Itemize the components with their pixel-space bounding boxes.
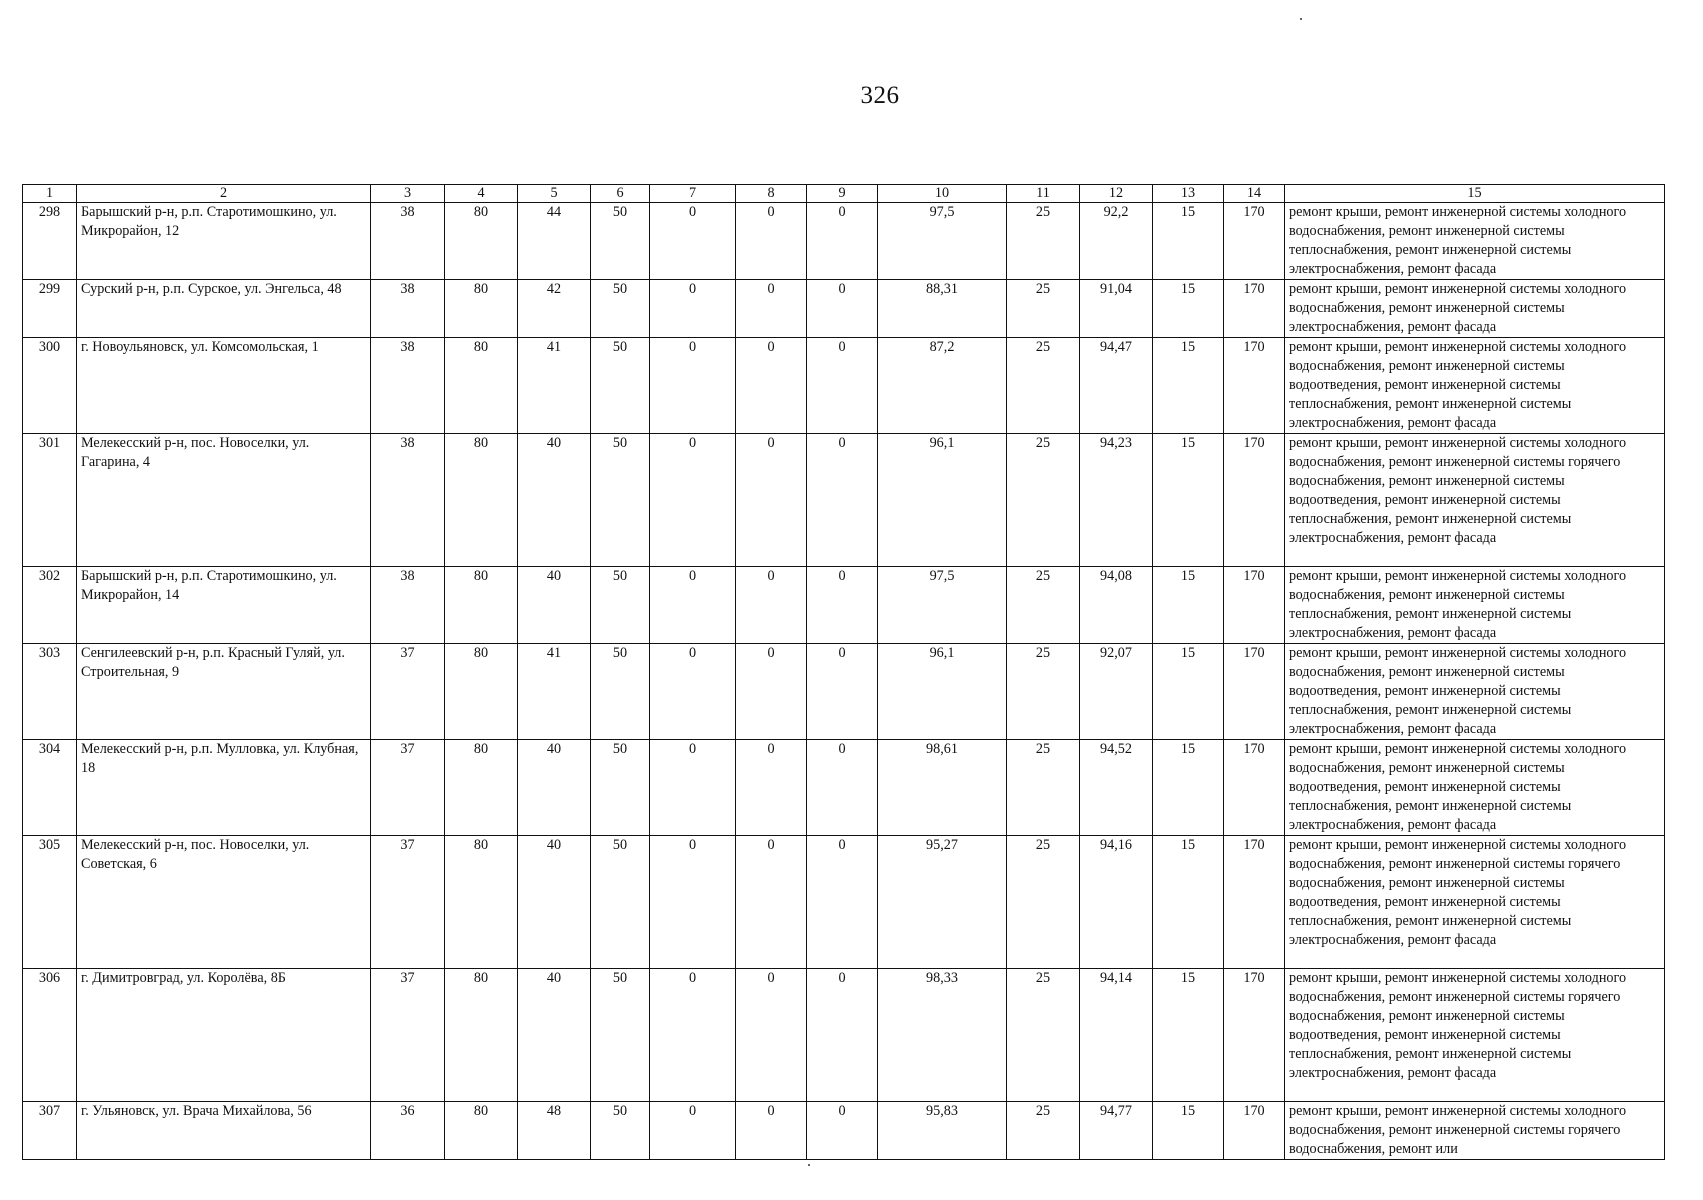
column-number-header: 15 <box>1285 185 1665 203</box>
value-cell-c14: 170 <box>1224 740 1285 836</box>
address-cell: г. Ульяновск, ул. Врача Михайлова, 56 <box>77 1102 371 1160</box>
table-row <box>23 1102 1665 1160</box>
value-cell-c7: 0 <box>650 969 736 1102</box>
value-cell-c4: 80 <box>445 1102 518 1160</box>
value-cell-c7: 0 <box>650 338 736 434</box>
value-cell-c13: 15 <box>1153 567 1224 644</box>
value-cell-c10: 96,1 <box>878 434 1007 567</box>
value-cell-c9: 0 <box>807 203 878 280</box>
column-number-header: 13 <box>1153 185 1224 203</box>
value-cell-c7: 0 <box>650 740 736 836</box>
value-cell-c3: 38 <box>371 338 445 434</box>
value-cell-c3: 38 <box>371 567 445 644</box>
value-cell-c12: 94,52 <box>1080 740 1153 836</box>
value-cell-c3: 37 <box>371 836 445 969</box>
value-cell-c11: 25 <box>1007 740 1080 836</box>
column-number-header: 5 <box>518 185 591 203</box>
value-cell-c10: 88,31 <box>878 280 1007 338</box>
value-cell-c4: 80 <box>445 644 518 740</box>
value-cell-c9: 0 <box>807 280 878 338</box>
value-cell-c14: 170 <box>1224 1102 1285 1160</box>
value-cell-c11: 25 <box>1007 338 1080 434</box>
value-cell-c4: 80 <box>445 740 518 836</box>
value-cell-c11: 25 <box>1007 434 1080 567</box>
value-cell-c4: 80 <box>445 338 518 434</box>
value-cell-c12: 94,16 <box>1080 836 1153 969</box>
value-cell-c13: 15 <box>1153 644 1224 740</box>
value-cell-c7: 0 <box>650 203 736 280</box>
scan-speck <box>808 1164 810 1166</box>
column-number-row <box>23 185 1665 203</box>
value-cell-c4: 80 <box>445 434 518 567</box>
row-number-cell: 303 <box>23 644 77 740</box>
column-number-header: 6 <box>591 185 650 203</box>
value-cell-c4: 80 <box>445 836 518 969</box>
column-number-header: 4 <box>445 185 518 203</box>
row-number-cell: 301 <box>23 434 77 567</box>
value-cell-c14: 170 <box>1224 280 1285 338</box>
value-cell-c12: 94,77 <box>1080 1102 1153 1160</box>
value-cell-c6: 50 <box>591 836 650 969</box>
value-cell-c5: 40 <box>518 434 591 567</box>
value-cell-c3: 37 <box>371 969 445 1102</box>
value-cell-c12: 92,07 <box>1080 644 1153 740</box>
value-cell-c5: 40 <box>518 969 591 1102</box>
value-cell-c9: 0 <box>807 434 878 567</box>
value-cell-c3: 36 <box>371 1102 445 1160</box>
address-cell: Сурский р-н, р.п. Сурское, ул. Энгельса, 48 <box>77 280 371 338</box>
value-cell-c6: 50 <box>591 644 650 740</box>
address-cell: Мелекесский р-н, р.п. Мулловка, ул. Клубная, 18 <box>77 740 371 836</box>
row-number-cell: 298 <box>23 203 77 280</box>
value-cell-c14: 170 <box>1224 338 1285 434</box>
column-number-header: 14 <box>1224 185 1285 203</box>
repair-register-table <box>22 184 1665 1160</box>
value-cell-c9: 0 <box>807 644 878 740</box>
value-cell-c8: 0 <box>736 969 807 1102</box>
value-cell-c4: 80 <box>445 567 518 644</box>
value-cell-c5: 44 <box>518 203 591 280</box>
value-cell-c3: 38 <box>371 203 445 280</box>
value-cell-c7: 0 <box>650 280 736 338</box>
value-cell-c14: 170 <box>1224 836 1285 969</box>
value-cell-c11: 25 <box>1007 969 1080 1102</box>
value-cell-c8: 0 <box>736 740 807 836</box>
value-cell-c6: 50 <box>591 434 650 567</box>
table-row <box>23 836 1665 969</box>
value-cell-c5: 41 <box>518 338 591 434</box>
table-row <box>23 969 1665 1102</box>
value-cell-c8: 0 <box>736 644 807 740</box>
value-cell-c4: 80 <box>445 969 518 1102</box>
value-cell-c7: 0 <box>650 1102 736 1160</box>
repair-works-cell: ремонт крыши, ремонт инженерной системы холодного водоснабжения, ремонт инженерной системы горячего водоснабжения, ремонт инженерной системы водоотведения, ремонт инженерной системы теплоснабжения, ремонт инженерной системы электроснабжения, ремонт фасада <box>1285 836 1665 969</box>
repair-works-cell: ремонт крыши, ремонт инженерной системы холодного водоснабжения, ремонт инженерной системы горячего водоснабжения, ремонт инженерной системы водоотведения, ремонт инженерной системы теплоснабжения, ремонт инженерной системы электроснабжения, ремонт фасада <box>1285 969 1665 1102</box>
table-body <box>23 203 1665 1160</box>
value-cell-c8: 0 <box>736 280 807 338</box>
value-cell-c14: 170 <box>1224 434 1285 567</box>
address-cell: Мелекесский р-н, пос. Новоселки, ул. Советская, 6 <box>77 836 371 969</box>
value-cell-c10: 87,2 <box>878 338 1007 434</box>
value-cell-c11: 25 <box>1007 644 1080 740</box>
value-cell-c12: 92,2 <box>1080 203 1153 280</box>
value-cell-c9: 0 <box>807 836 878 969</box>
address-cell: Сенгилеевский р-н, р.п. Красный Гуляй, ул. Строительная, 9 <box>77 644 371 740</box>
value-cell-c9: 0 <box>807 567 878 644</box>
address-cell: Барышский р-н, р.п. Старотимошкино, ул. Микрорайон, 14 <box>77 567 371 644</box>
value-cell-c13: 15 <box>1153 338 1224 434</box>
value-cell-c13: 15 <box>1153 969 1224 1102</box>
repair-works-cell: ремонт крыши, ремонт инженерной системы холодного водоснабжения, ремонт инженерной системы водоотведения, ремонт инженерной системы теплоснабжения, ремонт инженерной системы электроснабжения, ремонт фасада <box>1285 338 1665 434</box>
value-cell-c5: 40 <box>518 567 591 644</box>
value-cell-c4: 80 <box>445 203 518 280</box>
column-number-header: 1 <box>23 185 77 203</box>
repair-works-cell: ремонт крыши, ремонт инженерной системы холодного водоснабжения, ремонт инженерной системы горячего водоснабжения, ремонт инженерной системы водоотведения, ремонт инженерной системы теплоснабжения, ремонт инженерной системы электроснабжения, ремонт фасада <box>1285 434 1665 567</box>
repair-works-cell: ремонт крыши, ремонт инженерной системы холодного водоснабжения, ремонт инженерной системы электроснабжения, ремонт фасада <box>1285 280 1665 338</box>
table-row <box>23 740 1665 836</box>
column-number-header: 11 <box>1007 185 1080 203</box>
value-cell-c9: 0 <box>807 1102 878 1160</box>
value-cell-c10: 98,61 <box>878 740 1007 836</box>
row-number-cell: 306 <box>23 969 77 1102</box>
address-cell: г. Димитровград, ул. Королёва, 8Б <box>77 969 371 1102</box>
value-cell-c14: 170 <box>1224 969 1285 1102</box>
value-cell-c4: 80 <box>445 280 518 338</box>
row-number-cell: 299 <box>23 280 77 338</box>
column-number-header: 10 <box>878 185 1007 203</box>
table-row <box>23 567 1665 644</box>
value-cell-c11: 25 <box>1007 836 1080 969</box>
value-cell-c7: 0 <box>650 644 736 740</box>
row-number-cell: 304 <box>23 740 77 836</box>
column-number-header: 9 <box>807 185 878 203</box>
value-cell-c11: 25 <box>1007 1102 1080 1160</box>
value-cell-c10: 98,33 <box>878 969 1007 1102</box>
value-cell-c10: 96,1 <box>878 644 1007 740</box>
column-number-header: 7 <box>650 185 736 203</box>
table-header <box>23 185 1665 203</box>
value-cell-c3: 37 <box>371 740 445 836</box>
table-row <box>23 203 1665 280</box>
value-cell-c10: 97,5 <box>878 203 1007 280</box>
column-number-header: 8 <box>736 185 807 203</box>
value-cell-c12: 94,08 <box>1080 567 1153 644</box>
row-number-cell: 302 <box>23 567 77 644</box>
value-cell-c9: 0 <box>807 969 878 1102</box>
page-number: 326 <box>860 82 900 109</box>
value-cell-c8: 0 <box>736 434 807 567</box>
value-cell-c6: 50 <box>591 740 650 836</box>
value-cell-c7: 0 <box>650 836 736 969</box>
value-cell-c13: 15 <box>1153 836 1224 969</box>
value-cell-c12: 91,04 <box>1080 280 1153 338</box>
table-row <box>23 434 1665 567</box>
value-cell-c10: 97,5 <box>878 567 1007 644</box>
table-row <box>23 280 1665 338</box>
value-cell-c5: 40 <box>518 836 591 969</box>
value-cell-c13: 15 <box>1153 1102 1224 1160</box>
value-cell-c3: 38 <box>371 280 445 338</box>
repair-works-cell: ремонт крыши, ремонт инженерной системы холодного водоснабжения, ремонт инженерной системы водоотведения, ремонт инженерной системы теплоснабжения, ремонт инженерной системы электроснабжения, ремонт фасада <box>1285 740 1665 836</box>
value-cell-c9: 0 <box>807 338 878 434</box>
column-number-header: 12 <box>1080 185 1153 203</box>
value-cell-c14: 170 <box>1224 203 1285 280</box>
address-cell: Мелекесский р-н, пос. Новоселки, ул. Гагарина, 4 <box>77 434 371 567</box>
value-cell-c7: 0 <box>650 567 736 644</box>
value-cell-c12: 94,47 <box>1080 338 1153 434</box>
repair-works-cell: ремонт крыши, ремонт инженерной системы холодного водоснабжения, ремонт инженерной системы водоотведения, ремонт инженерной системы теплоснабжения, ремонт инженерной системы электроснабжения, ремонт фасада <box>1285 644 1665 740</box>
value-cell-c8: 0 <box>736 203 807 280</box>
value-cell-c13: 15 <box>1153 740 1224 836</box>
row-number-cell: 305 <box>23 836 77 969</box>
value-cell-c9: 0 <box>807 740 878 836</box>
address-cell: Барышский р-н, р.п. Старотимошкино, ул. Микрорайон, 12 <box>77 203 371 280</box>
value-cell-c6: 50 <box>591 567 650 644</box>
value-cell-c6: 50 <box>591 1102 650 1160</box>
value-cell-c7: 0 <box>650 434 736 567</box>
value-cell-c8: 0 <box>736 338 807 434</box>
value-cell-c6: 50 <box>591 338 650 434</box>
scan-speck <box>1300 18 1302 20</box>
value-cell-c12: 94,14 <box>1080 969 1153 1102</box>
value-cell-c6: 50 <box>591 203 650 280</box>
value-cell-c10: 95,83 <box>878 1102 1007 1160</box>
row-number-cell: 300 <box>23 338 77 434</box>
value-cell-c11: 25 <box>1007 567 1080 644</box>
value-cell-c5: 41 <box>518 644 591 740</box>
value-cell-c8: 0 <box>736 1102 807 1160</box>
value-cell-c10: 95,27 <box>878 836 1007 969</box>
row-number-cell: 307 <box>23 1102 77 1160</box>
value-cell-c14: 170 <box>1224 644 1285 740</box>
value-cell-c13: 15 <box>1153 203 1224 280</box>
value-cell-c3: 37 <box>371 644 445 740</box>
value-cell-c11: 25 <box>1007 203 1080 280</box>
value-cell-c13: 15 <box>1153 434 1224 567</box>
table-row <box>23 644 1665 740</box>
value-cell-c6: 50 <box>591 969 650 1102</box>
value-cell-c3: 38 <box>371 434 445 567</box>
value-cell-c11: 25 <box>1007 280 1080 338</box>
value-cell-c6: 50 <box>591 280 650 338</box>
repair-works-cell: ремонт крыши, ремонт инженерной системы холодного водоснабжения, ремонт инженерной системы теплоснабжения, ремонт инженерной системы электроснабжения, ремонт фасада <box>1285 203 1665 280</box>
value-cell-c5: 40 <box>518 740 591 836</box>
value-cell-c8: 0 <box>736 836 807 969</box>
address-cell: г. Новоульяновск, ул. Комсомольская, 1 <box>77 338 371 434</box>
table-row <box>23 338 1665 434</box>
repair-works-cell: ремонт крыши, ремонт инженерной системы холодного водоснабжения, ремонт инженерной системы горячего водоснабжения, ремонт или <box>1285 1102 1665 1160</box>
value-cell-c13: 15 <box>1153 280 1224 338</box>
value-cell-c12: 94,23 <box>1080 434 1153 567</box>
value-cell-c5: 48 <box>518 1102 591 1160</box>
value-cell-c8: 0 <box>736 567 807 644</box>
value-cell-c5: 42 <box>518 280 591 338</box>
column-number-header: 3 <box>371 185 445 203</box>
repair-works-cell: ремонт крыши, ремонт инженерной системы холодного водоснабжения, ремонт инженерной системы теплоснабжения, ремонт инженерной системы электроснабжения, ремонт фасада <box>1285 567 1665 644</box>
column-number-header: 2 <box>77 185 371 203</box>
value-cell-c14: 170 <box>1224 567 1285 644</box>
